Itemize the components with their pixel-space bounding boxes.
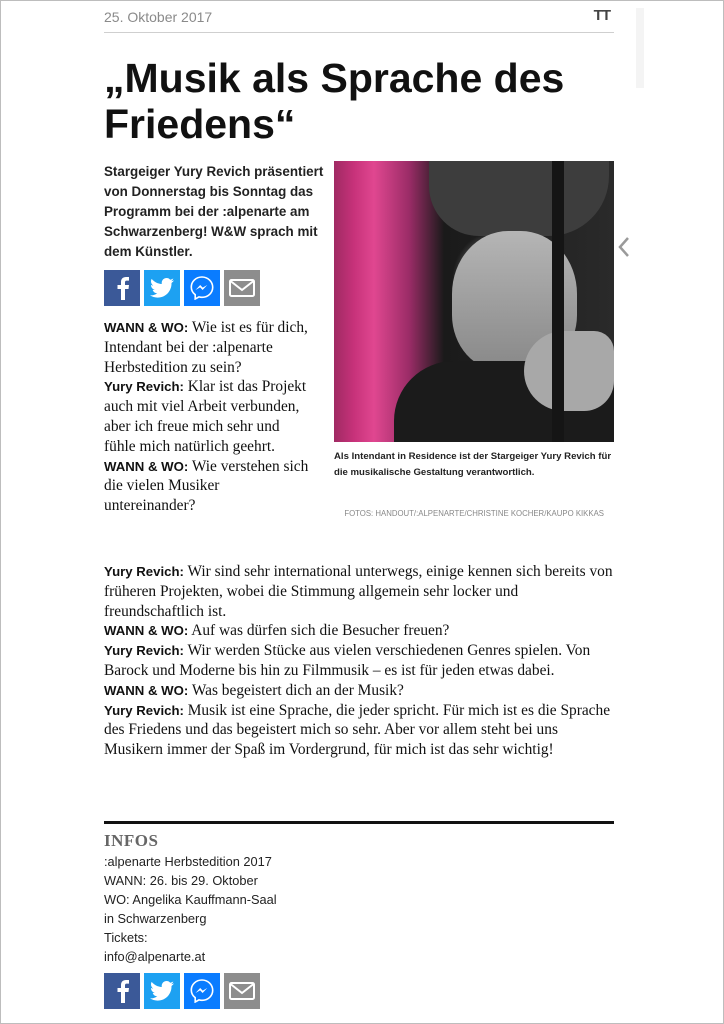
infos-line: in Schwarzenberg: [104, 911, 207, 926]
interview-text: Wir sind sehr international unterwegs, einige kennen sich bereits von früheren Projekten, wobei die Stimmung allgemein sehr locker und freundschaftlich ist.: [104, 563, 613, 620]
email-icon: [229, 278, 255, 298]
infos-box: [104, 852, 364, 966]
interview-text: Auf was dürfen sich die Besucher freuen?: [191, 622, 450, 640]
article-lead: Stargeiger Yury Revich präsentiert von Donnerstag bis Sonntag das Programm bei der :alpenarte am Schwarzenberg! W&W sprach mit dem Künstler.: [104, 164, 324, 259]
twitter-icon: [150, 278, 174, 298]
twitter-share-button[interactable]: [144, 973, 180, 1009]
text-size-button[interactable]: TT: [593, 7, 610, 24]
infos-line: Tickets:: [104, 930, 148, 945]
interview-speaker: WANN & WO:: [104, 623, 189, 639]
infos-title: INFOS: [104, 831, 159, 850]
interview-part-2: [104, 562, 614, 760]
interview-speaker: Yury Revich:: [104, 564, 184, 579]
infos-email-link[interactable]: info@alpenarte.at: [104, 949, 206, 964]
article-title: „Musik als Sprache des Friedens“: [104, 55, 565, 147]
email-share-button[interactable]: [224, 270, 260, 306]
infos-line: WANN: 26. bis 29. Oktober: [104, 873, 258, 888]
infos-divider: [104, 821, 614, 824]
share-bar-bottom: [104, 973, 264, 1009]
facebook-icon: [112, 979, 132, 1003]
twitter-icon: [150, 981, 174, 1001]
page-scroll-shadow: [636, 8, 644, 88]
interview-text: Was begeistert dich an der Musik?: [191, 681, 404, 699]
interview-part-1: [104, 318, 314, 516]
article-topbar: [104, 8, 614, 33]
interview-text: Klar ist das Projekt auch mit viel Arbeit verbunden, aber ich freue mich sehr und fühle mich natürlich geehrt.: [104, 378, 307, 455]
interview-speaker: Yury Revich:: [104, 379, 184, 395]
interview-text: Wir werden Stücke aus vielen verschiedenen Genres spielen. Von Barock und Moderne bis hin zu Filmmusik – es ist für jeden etwas dabei.: [104, 642, 591, 679]
messenger-share-button[interactable]: [184, 973, 220, 1009]
infos-line: WO: Angelika Kauffmann-Saal: [104, 892, 277, 907]
article-date: 25. Oktober 2017: [104, 9, 213, 25]
interview-speaker: WANN & WO:: [104, 320, 189, 335]
messenger-icon: [190, 276, 214, 300]
twitter-share-button[interactable]: [144, 270, 180, 306]
interview-speaker: Yury Revich:: [104, 702, 184, 718]
photo-caption: Als Intendant in Residence ist der Stargeiger Yury Revich für die musikalische Gestaltung verantwortlich.: [334, 451, 612, 478]
share-bar-top: [104, 270, 264, 306]
facebook-icon: [112, 276, 132, 300]
facebook-share-button[interactable]: [104, 270, 140, 306]
infos-line: :alpenarte Herbstedition 2017: [104, 854, 272, 869]
facebook-share-button[interactable]: [104, 973, 140, 1009]
interview-text: Wie ist es für dich, Intendant bei der :alpenarte Herbstedition zu sein?: [104, 319, 308, 376]
interview-text: Musik ist eine Sprache, die jeder spricht. Für mich ist es die Sprache des Friedens und das begeistert mich so sehr. Aber vor allem steht bei uns Musikern immer der Spaß im Vordergrund, für mich ist das sehr wichtig!: [104, 701, 611, 759]
interview-speaker: WANN & WO:: [104, 458, 189, 474]
chevron-left-icon[interactable]: [617, 236, 631, 258]
messenger-icon: [190, 979, 214, 1003]
photo-credit: FOTOS: HANDOUT/:ALPENARTE/CHRISTINE KOCHER/KAUPO KIKKAS: [344, 509, 604, 518]
violin-neck: [552, 161, 564, 442]
article-photo: [334, 161, 614, 442]
interview-text: Wie verstehen sich die vielen Musiker untereinander?: [104, 457, 309, 515]
interview-speaker: Yury Revich:: [104, 643, 184, 659]
messenger-share-button[interactable]: [184, 270, 220, 306]
email-share-button[interactable]: [224, 973, 260, 1009]
interview-speaker: WANN & WO:: [104, 682, 189, 698]
email-icon: [229, 981, 255, 1001]
